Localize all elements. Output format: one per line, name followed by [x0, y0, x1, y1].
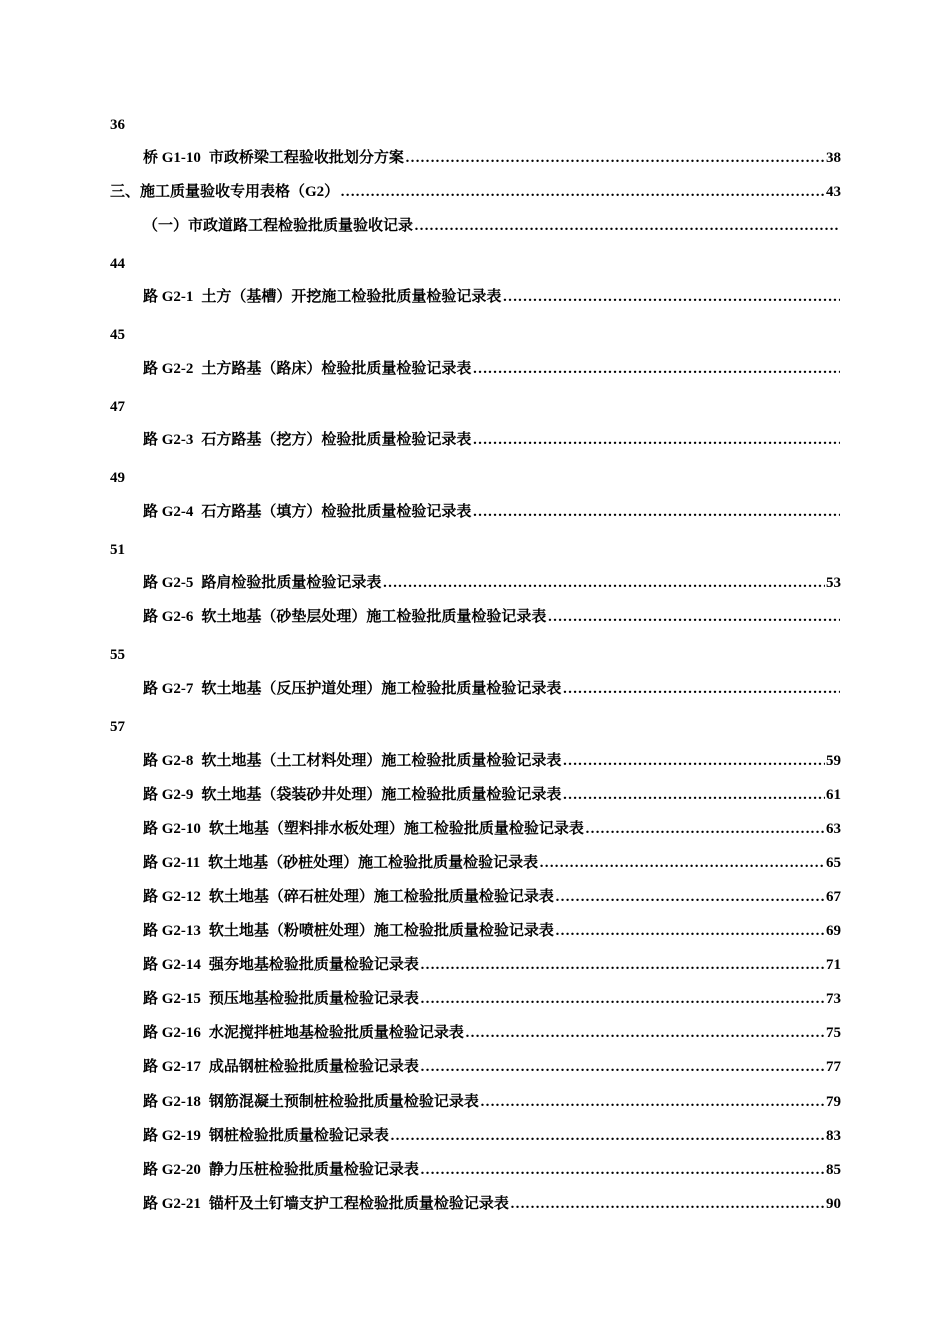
toc-leader-dots: [472, 501, 840, 523]
toc-entry-title: （一）市政道路工程检验批质量验收记录: [143, 218, 414, 234]
toc-entry-code: 路 G2-5: [143, 575, 194, 591]
toc-entry-code: 路 G2-14: [143, 957, 201, 973]
toc-entry-title: 成品钢桩检验批质量检验记录表: [208, 1059, 419, 1075]
toc-leader-dots: [510, 1193, 825, 1215]
toc-entry-title: 钢桩检验批质量检验记录表: [208, 1128, 389, 1144]
toc-leader-dots: [472, 358, 840, 380]
toc-entry-code: 路 G2-17: [143, 1059, 201, 1075]
toc-leader-dots: [390, 1125, 825, 1147]
toc-page-number-overflow: 49: [110, 470, 125, 486]
toc-entry[interactable]: [110, 181, 841, 203]
toc-entry-title: 土方（基槽）开挖施工检验批质量检验记录表: [201, 289, 502, 305]
toc-entry[interactable]: [143, 572, 841, 594]
toc-entry-title: 石方路基（挖方）检验批质量检验记录表: [201, 432, 472, 448]
toc-entry-title: 软土地基（砂桩处理）施工检验批质量检验记录表: [208, 855, 539, 871]
toc-leader-dots: [420, 1159, 825, 1181]
toc-page-number-overflow: 36: [110, 117, 125, 133]
toc-entry[interactable]: [143, 606, 841, 628]
toc-entry[interactable]: [143, 678, 841, 700]
toc-entry[interactable]: [143, 750, 841, 772]
toc-leader-dots: [420, 988, 825, 1010]
toc-entry[interactable]: [143, 1125, 841, 1147]
toc-entry-title: 水泥搅拌桩地基检验批质量检验记录表: [208, 1025, 464, 1041]
toc-leader-dots: [547, 606, 840, 628]
toc-entry-title: 软土地基（反压护道处理）施工检验批质量检验记录表: [201, 681, 562, 697]
toc-entry-code: 路 G2-10: [143, 821, 201, 837]
toc-entry[interactable]: [143, 1091, 841, 1113]
toc-entry[interactable]: [143, 286, 841, 308]
toc-leader-dots: [480, 1091, 825, 1113]
toc-entry-code: 路 G2-16: [143, 1025, 201, 1041]
toc-entry[interactable]: [143, 215, 841, 237]
toc-leader-dots: [555, 920, 825, 942]
toc-leader-dots: [420, 954, 825, 976]
toc-entry-title: 三、施工质量验收专用表格（G2）: [110, 184, 340, 200]
toc-entry-code: 路 G2-15: [143, 991, 201, 1007]
toc-entry-page: 43: [826, 184, 841, 200]
toc-entry-page: 63: [826, 821, 841, 837]
toc-entry[interactable]: [143, 784, 841, 806]
toc-entry-code: 路 G2-1: [143, 289, 194, 305]
toc-entry-page: 73: [826, 991, 841, 1007]
toc-entry-page: 79: [826, 1094, 841, 1110]
toc-leader-dots: [502, 286, 840, 308]
toc-page-number-overflow: 57: [110, 719, 125, 735]
toc-entry[interactable]: [143, 429, 841, 451]
toc-entry-title: 软土地基（砂垫层处理）施工检验批质量检验记录表: [201, 609, 547, 625]
toc-entry-title: 锚杆及土钉墙支护工程检验批质量检验记录表: [208, 1196, 509, 1212]
toc-entry-title: 静力压桩检验批质量检验记录表: [208, 1162, 419, 1178]
toc-entry-page: 71: [826, 957, 841, 973]
toc-page-number-overflow: 51: [110, 542, 125, 558]
toc-leader-dots: [555, 886, 825, 908]
toc-entry-code: 路 G2-7: [143, 681, 194, 697]
toc-entry-page: 61: [826, 787, 841, 803]
toc-entry-code: 路 G2-6: [143, 609, 194, 625]
toc-leader-dots: [420, 1056, 825, 1078]
toc-entry-code: 路 G2-3: [143, 432, 194, 448]
toc-leader-dots: [472, 429, 840, 451]
toc-entry-title: 强夯地基检验批质量检验记录表: [208, 957, 419, 973]
toc-entry-code: 路 G2-19: [143, 1128, 201, 1144]
toc-page-number-overflow: 45: [110, 327, 125, 343]
toc-entry-code: 路 G2-11: [143, 855, 201, 871]
toc-leader-dots: [585, 818, 825, 840]
toc-entry-page: 90: [826, 1196, 841, 1212]
toc-entry-page: 67: [826, 889, 841, 905]
toc-leader-dots: [340, 181, 825, 203]
toc-entry[interactable]: [143, 358, 841, 380]
toc-entry[interactable]: [143, 852, 841, 874]
toc-entry[interactable]: [143, 1193, 841, 1215]
toc-entry-title: 市政桥梁工程验收批划分方案: [208, 150, 404, 166]
toc-entry-title: 土方路基（路床）检验批质量检验记录表: [201, 361, 472, 377]
toc-entry-page: 53: [826, 575, 841, 591]
toc-entry-title: 石方路基（填方）检验批质量检验记录表: [201, 504, 472, 520]
toc-entry-code: 桥 G1-10: [143, 150, 201, 166]
toc-entry[interactable]: [143, 886, 841, 908]
toc-entry[interactable]: [143, 954, 841, 976]
toc-entry[interactable]: [143, 1056, 841, 1078]
toc-leader-dots: [539, 852, 825, 874]
toc-entry-code: 路 G2-13: [143, 923, 201, 939]
toc-entry-page: 77: [826, 1059, 841, 1075]
toc-page-number-overflow: 55: [110, 647, 125, 663]
toc-entry-title: 软土地基（土工材料处理）施工检验批质量检验记录表: [201, 753, 562, 769]
toc-leader-dots: [405, 147, 825, 169]
toc-entry-title: 钢筋混凝土预制桩检验批质量检验记录表: [208, 1094, 479, 1110]
toc-entry-code: 路 G2-12: [143, 889, 201, 905]
toc-entry-title: 软土地基（袋装砂井处理）施工检验批质量检验记录表: [201, 787, 562, 803]
toc-entry-title: 软土地基（粉喷桩处理）施工检验批质量检验记录表: [208, 923, 554, 939]
toc-entry-page: 59: [826, 753, 841, 769]
toc-entry-title: 路肩检验批质量检验记录表: [201, 575, 382, 591]
toc-entry-title: 软土地基（塑料排水板处理）施工检验批质量检验记录表: [208, 821, 584, 837]
toc-entry[interactable]: [143, 1159, 841, 1181]
toc-entry-page: 83: [826, 1128, 841, 1144]
toc-leader-dots: [382, 572, 825, 594]
toc-leader-dots: [414, 215, 840, 237]
toc-entry[interactable]: [143, 147, 841, 169]
toc-leader-dots: [465, 1022, 825, 1044]
toc-entry[interactable]: [143, 1022, 841, 1044]
toc-leader-dots: [562, 750, 825, 772]
toc-entry-code: 路 G2-2: [143, 361, 194, 377]
toc-entry-code: 路 G2-4: [143, 504, 194, 520]
toc-leader-dots: [562, 784, 825, 806]
toc-entry-page: 38: [826, 150, 841, 166]
toc-entry-title: 软土地基（碎石桩处理）施工检验批质量检验记录表: [208, 889, 554, 905]
toc-entry-code: 路 G2-8: [143, 753, 194, 769]
toc-entry-code: 路 G2-9: [143, 787, 194, 803]
toc-entry[interactable]: [143, 818, 841, 840]
toc-entry[interactable]: [143, 988, 841, 1010]
toc-entry[interactable]: [143, 920, 841, 942]
toc-entry[interactable]: [143, 501, 841, 523]
toc-leader-dots: [562, 678, 840, 700]
toc-entry-code: 路 G2-18: [143, 1094, 201, 1110]
toc-entry-page: 69: [826, 923, 841, 939]
toc-entry-page: 75: [826, 1025, 841, 1041]
toc-entry-page: 85: [826, 1162, 841, 1178]
toc-entry-page: 65: [826, 855, 841, 871]
toc-entry-code: 路 G2-20: [143, 1162, 201, 1178]
toc-entry-title: 预压地基检验批质量检验记录表: [208, 991, 419, 1007]
toc-page-number-overflow: 44: [110, 256, 125, 272]
toc-entry-code: 路 G2-21: [143, 1196, 201, 1212]
toc-page-number-overflow: 47: [110, 399, 125, 415]
